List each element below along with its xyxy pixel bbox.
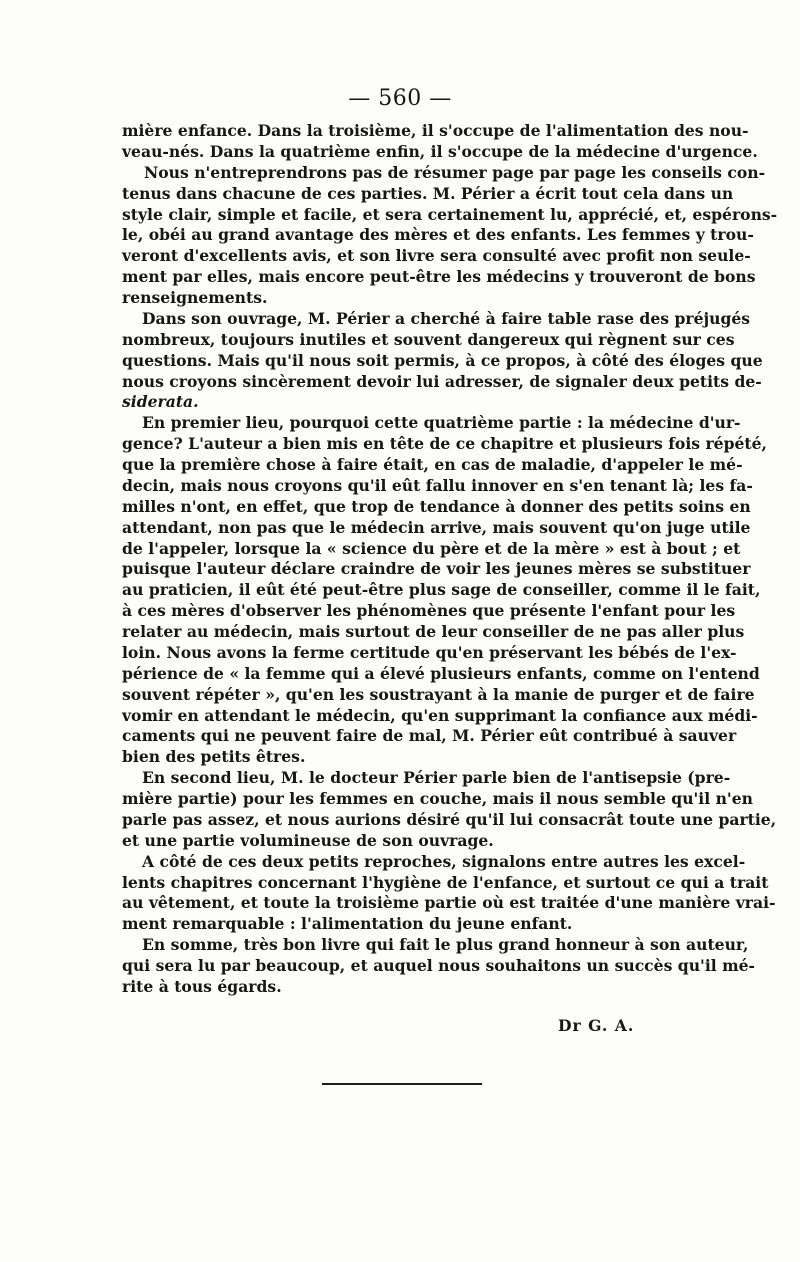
- text-line: au praticien, il eût été peut-être plus sage de conseiller, comme il le fait,: [122, 580, 761, 600]
- text-line: En premier lieu, pourquoi cette quatrième partie : la médecine d'ur-: [142, 413, 741, 433]
- text-line: à ces mères d'observer les phénomènes que présente l'enfant pour les: [122, 601, 736, 621]
- text-line: attendant, non pas que le médecin arrive, mais souvent qu'on juge utile: [122, 517, 751, 537]
- text-line: gence? L'auteur a bien mis en tête de ce chapitre et plusieurs fois répété,: [122, 434, 767, 454]
- text-line: bien des petits êtres.: [122, 747, 306, 767]
- text-line: le, obéi au grand avantage des mères et des enfants. Les femmes y trou-: [122, 225, 754, 245]
- text-line: de l'appeler, lorsque la « science du père et de la mère » est à bout ; et: [122, 538, 741, 558]
- text-line: caments qui ne peuvent faire de mal, M. Périer eût contribué à sauver: [122, 726, 737, 746]
- text-line: rite à tous égards.: [122, 976, 282, 996]
- text-line: tenus dans chacune de ces parties. M. Périer a écrit tout cela dans un: [122, 183, 734, 203]
- text-line: parle pas assez, et nous aurions désiré qu'il lui consacrât toute une partie,: [122, 809, 777, 829]
- text-line: au vêtement, et toute la troisième partie où est traitée d'une manière vrai-: [122, 893, 776, 913]
- text-line: ment par elles, mais encore peut-être les médecins y trouveront de bons: [122, 267, 756, 287]
- article-body: [122, 121, 778, 998]
- text-line: lents chapitres concernant l'hygiène de l'enfance, et surtout ce qui a trait: [122, 872, 769, 892]
- text-line: et une partie volumineuse de son ouvrage.: [122, 830, 494, 850]
- author-signature: Dr G. A.: [558, 1016, 635, 1035]
- text-line: siderata.: [122, 392, 199, 412]
- text-line: En second lieu, M. le docteur Périer parle bien de l'antisepsie (pre-: [142, 768, 731, 788]
- text-line: milles n'ont, en effet, que trop de tendance à donner des petits soins en: [122, 496, 751, 516]
- text-line: que la première chose à faire était, en cas de maladie, d'appeler le mé-: [122, 455, 743, 474]
- text-line: vomir en attendant le médecin, qu'en supprimant la confiance aux médi-: [122, 705, 758, 725]
- text-line: Dans son ouvrage, M. Périer a cherché à faire table rase des préjugés: [142, 308, 751, 328]
- text-line: ment remarquable : l'alimentation du jeune enfant.: [122, 914, 573, 934]
- text-line: Nous n'entreprendrons pas de résumer page par page les conseils con-: [144, 162, 766, 182]
- text-line: En somme, très bon livre qui fait le plus grand honneur à son auteur,: [142, 935, 749, 955]
- closing-rule: [322, 1083, 482, 1085]
- text-line: A côté de ces deux petits reproches, signalons entre autres les excel-: [142, 851, 746, 871]
- text-line: style clair, simple et facile, et sera certainement lu, apprécié, et, espérons-: [122, 204, 778, 224]
- text-line: loin. Nous avons la ferme certitude qu'en préservant les bébés de l'ex-: [122, 642, 737, 662]
- text-line: questions. Mais qu'il nous soit permis, à ce propos, à côté des éloges que: [122, 350, 763, 370]
- text-line: veront d'excellents avis, et son livre sera consulté avec profit non seule-: [122, 246, 751, 266]
- text-line: puisque l'auteur déclare craindre de voir les jeunes mères se substituer: [122, 559, 751, 579]
- text-line: périence de « la femme qui a élevé plusieurs enfants, comme on l'entend: [122, 663, 760, 683]
- text-line: nous croyons sincèrement devoir lui adresser, de signaler deux petits de-: [122, 371, 762, 391]
- text-line: qui sera lu par beaucoup, et auquel nous souhaitons un succès qu'il mé-: [122, 956, 755, 975]
- text-line: veau-nés. Dans la quatrième enfin, il s'occupe de la médecine d'urgence.: [122, 141, 758, 161]
- text-line: nombreux, toujours inutiles et souvent dangereux qui règnent sur ces: [122, 329, 735, 349]
- text-line: mière enfance. Dans la troisième, il s'occupe de l'alimentation des nou-: [122, 121, 749, 140]
- text-line: decin, mais nous croyons qu'il eût fallu innover en s'en tenant là; les fa-: [122, 475, 753, 495]
- text-line: mière partie) pour les femmes en couche, mais il nous semble qu'il n'en: [122, 789, 753, 808]
- text-line: relater au médecin, mais surtout de leur conseiller de ne pas aller plus: [122, 622, 745, 641]
- text-line: souvent répéter », qu'en les soustrayant à la manie de purger et de faire: [122, 684, 755, 704]
- page-number: — 560 —: [348, 86, 452, 111]
- text-line: renseignements.: [122, 288, 268, 307]
